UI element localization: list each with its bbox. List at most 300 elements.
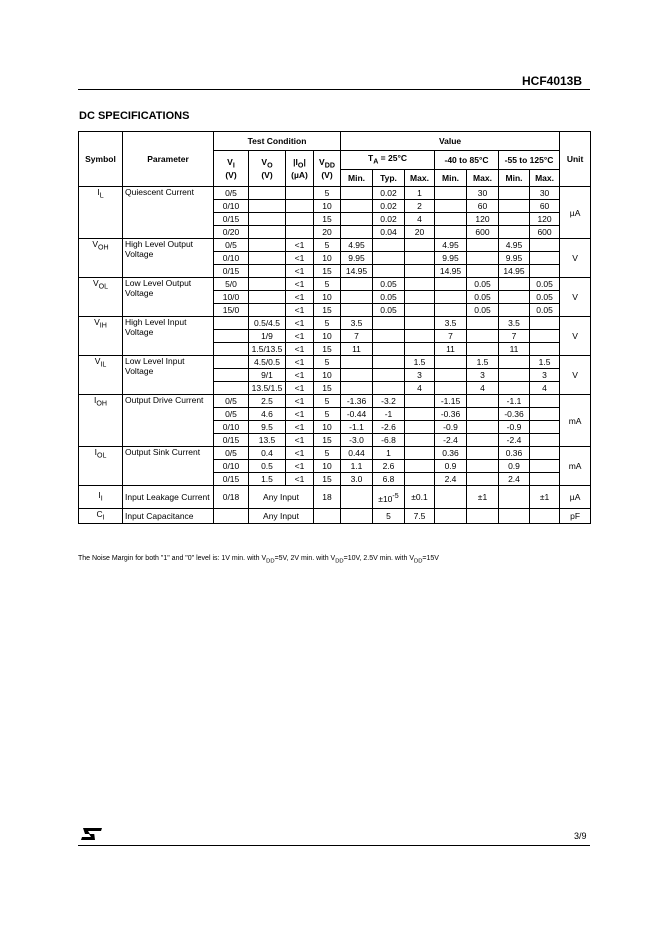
- value-cell: 11: [435, 343, 467, 356]
- value-cell: [405, 317, 435, 330]
- value-cell: <1: [286, 239, 314, 252]
- value-cell: [405, 434, 435, 447]
- value-cell: 0/10: [214, 421, 249, 434]
- value-cell: ±0.1: [405, 486, 435, 509]
- value-cell: <1: [286, 304, 314, 317]
- value-cell: 0.05: [530, 278, 560, 291]
- value-cell: [499, 486, 530, 509]
- value-cell: 20: [314, 226, 341, 239]
- value-cell: -1.15: [435, 395, 467, 408]
- table-row: [79, 187, 591, 200]
- value-cell: [341, 486, 373, 509]
- value-cell: 2.4: [499, 473, 530, 486]
- unit-cell: V: [560, 317, 591, 356]
- value-cell: 0.04: [373, 226, 405, 239]
- value-cell: [341, 213, 373, 226]
- value-cell: [467, 239, 499, 252]
- value-cell: 11: [341, 343, 373, 356]
- value-cell: [467, 473, 499, 486]
- value-cell: <1: [286, 356, 314, 369]
- value-cell: [530, 317, 560, 330]
- value-cell: [530, 408, 560, 421]
- unit-cell: V: [560, 239, 591, 278]
- value-cell: [249, 239, 286, 252]
- value-cell: 3: [467, 369, 499, 382]
- value-cell: 4.5/0.5: [249, 356, 286, 369]
- col-max: Max.: [467, 170, 499, 187]
- value-cell: 60: [467, 200, 499, 213]
- value-cell: [530, 343, 560, 356]
- value-cell: 0.36: [435, 447, 467, 460]
- value-cell: 4.6: [249, 408, 286, 421]
- value-cell: 5: [314, 395, 341, 408]
- value-cell: [435, 356, 467, 369]
- value-cell: -0.9: [499, 421, 530, 434]
- value-cell: -1.36: [341, 395, 373, 408]
- value-cell: 9.95: [435, 252, 467, 265]
- col-max: Max.: [405, 170, 435, 187]
- value-cell: [214, 382, 249, 395]
- value-cell: 4.95: [435, 239, 467, 252]
- value-cell: [530, 239, 560, 252]
- value-cell: [530, 447, 560, 460]
- value-cell: 4.95: [499, 239, 530, 252]
- value-cell: 5: [314, 356, 341, 369]
- value-cell: 10: [314, 291, 341, 304]
- value-cell: [286, 200, 314, 213]
- value-cell: -0.9: [435, 421, 467, 434]
- value-cell: 0.4: [249, 447, 286, 460]
- value-cell: 20: [405, 226, 435, 239]
- value-cell: [530, 395, 560, 408]
- value-cell: [405, 447, 435, 460]
- value-cell: 0/5: [214, 239, 249, 252]
- value-cell: 15: [314, 265, 341, 278]
- value-cell: [214, 369, 249, 382]
- value-cell: [467, 317, 499, 330]
- table-body: [79, 187, 591, 486]
- col-vdd: $V_{DD}$ (V): [314, 151, 341, 187]
- table-row: [79, 239, 591, 252]
- value-cell: [373, 317, 405, 330]
- unit-cell: V: [560, 356, 591, 395]
- symbol-cell: $I_I$: [79, 486, 123, 509]
- parameter-cell: Quiescent Current: [123, 187, 214, 239]
- table-row: [79, 486, 591, 509]
- value-cell: [467, 343, 499, 356]
- value-cell: <1: [286, 291, 314, 304]
- col-range-85: -40 to 85°C: [435, 151, 499, 170]
- value-cell: [435, 382, 467, 395]
- value-cell: -2.4: [435, 434, 467, 447]
- value-cell: 4.95: [341, 239, 373, 252]
- col-max: Max.: [530, 170, 560, 187]
- table-row: [79, 447, 591, 460]
- value-cell: 3.5: [499, 317, 530, 330]
- value-cell: [214, 509, 249, 524]
- value-cell: 1.5: [405, 356, 435, 369]
- table-body-tail: [79, 486, 591, 524]
- value-cell: 30: [530, 187, 560, 200]
- value-cell: 15: [314, 213, 341, 226]
- value-cell: 6.8: [373, 473, 405, 486]
- value-cell: 0/10: [214, 200, 249, 213]
- value-cell: [405, 239, 435, 252]
- value-cell: 0.36: [499, 447, 530, 460]
- value-cell: -0.36: [499, 408, 530, 421]
- symbol-cell: $I_{OH}$: [79, 395, 123, 447]
- value-cell: <1: [286, 434, 314, 447]
- value-cell: [435, 509, 467, 524]
- value-cell: 5: [314, 239, 341, 252]
- value-cell: 600: [467, 226, 499, 239]
- unit-cell: V: [560, 278, 591, 317]
- value-cell: 5: [314, 187, 341, 200]
- value-cell: [249, 213, 286, 226]
- value-cell: 0/10: [214, 460, 249, 473]
- value-cell: [499, 187, 530, 200]
- value-cell: [214, 343, 249, 356]
- value-cell: <1: [286, 447, 314, 460]
- value-cell: 600: [530, 226, 560, 239]
- value-cell: [435, 213, 467, 226]
- value-cell: [341, 356, 373, 369]
- value-cell: [405, 265, 435, 278]
- header-rule: [78, 89, 590, 90]
- value-cell: <1: [286, 343, 314, 356]
- value-cell: [530, 265, 560, 278]
- value-cell: 1: [373, 447, 405, 460]
- value-cell: 3.0: [341, 473, 373, 486]
- value-cell: 4: [405, 213, 435, 226]
- value-cell: -0.36: [435, 408, 467, 421]
- value-cell: [249, 304, 286, 317]
- value-cell: 2.6: [373, 460, 405, 473]
- value-cell: 10: [314, 200, 341, 213]
- value-cell: [499, 291, 530, 304]
- value-cell: 18: [314, 486, 341, 509]
- col-symbol: Symbol: [79, 132, 123, 187]
- value-cell: [499, 356, 530, 369]
- col-io: $|I_O|$ (µA): [286, 151, 314, 187]
- value-cell: 0.05: [373, 291, 405, 304]
- value-cell: [499, 226, 530, 239]
- value-cell: <1: [286, 252, 314, 265]
- value-cell: [435, 369, 467, 382]
- value-cell: [435, 187, 467, 200]
- value-cell: [405, 460, 435, 473]
- value-cell: 1.5/13.5: [249, 343, 286, 356]
- value-cell: [341, 291, 373, 304]
- parameter-cell: High Level Output Voltage: [123, 239, 214, 278]
- value-cell: 5: [373, 509, 405, 524]
- value-cell: [249, 291, 286, 304]
- value-cell: [249, 265, 286, 278]
- parameter-cell: Low Level Output Voltage: [123, 278, 214, 317]
- value-cell: 0.02: [373, 187, 405, 200]
- value-cell: 7: [499, 330, 530, 343]
- value-cell: 5: [314, 408, 341, 421]
- symbol-cell: $V_{OL}$: [79, 278, 123, 317]
- value-cell: 4: [530, 382, 560, 395]
- value-cell: 3.5: [435, 317, 467, 330]
- value-cell: [499, 213, 530, 226]
- value-cell: [373, 356, 405, 369]
- unit-cell: µA: [560, 486, 591, 509]
- value-cell: [341, 226, 373, 239]
- value-cell: 9.95: [499, 252, 530, 265]
- value-cell: [435, 291, 467, 304]
- value-cell: [286, 226, 314, 239]
- value-cell: 0.9: [435, 460, 467, 473]
- section-title: DC SPECIFICATIONS: [79, 110, 190, 122]
- value-cell: <1: [286, 421, 314, 434]
- value-cell: [405, 421, 435, 434]
- value-cell: [467, 408, 499, 421]
- value-cell: 14.95: [499, 265, 530, 278]
- value-cell: 4: [405, 382, 435, 395]
- value-cell: 10: [314, 421, 341, 434]
- value-cell: 30: [467, 187, 499, 200]
- value-cell: 7: [341, 330, 373, 343]
- parameter-cell: Low Level Input Voltage: [123, 356, 214, 395]
- value-cell: 0/15: [214, 265, 249, 278]
- value-cell: 0.02: [373, 200, 405, 213]
- value-cell: 0/10: [214, 252, 249, 265]
- value-cell: [435, 304, 467, 317]
- table-row: [79, 278, 591, 291]
- value-cell: 3.5: [341, 317, 373, 330]
- part-number: HCF4013B: [522, 74, 583, 88]
- table-row: [79, 509, 591, 524]
- dc-spec-table: [78, 131, 591, 524]
- col-test-condition: Test Condition: [214, 132, 341, 151]
- value-cell: [286, 213, 314, 226]
- value-cell: 0/5: [214, 395, 249, 408]
- value-cell: Any Input: [249, 486, 314, 509]
- value-cell: [530, 434, 560, 447]
- symbol-cell: $V_{IH}$: [79, 317, 123, 356]
- value-cell: 10: [314, 460, 341, 473]
- value-cell: -0.44: [341, 408, 373, 421]
- col-range-125: -55 to 125°C: [499, 151, 560, 170]
- value-cell: 11: [499, 343, 530, 356]
- unit-cell: mA: [560, 447, 591, 486]
- value-cell: [467, 330, 499, 343]
- value-cell: -1.1: [499, 395, 530, 408]
- value-cell: [435, 226, 467, 239]
- value-cell: [405, 252, 435, 265]
- value-cell: 13.5: [249, 434, 286, 447]
- value-cell: ±1: [467, 486, 499, 509]
- value-cell: -3.0: [341, 434, 373, 447]
- value-cell: -1.1: [341, 421, 373, 434]
- value-cell: 1/9: [249, 330, 286, 343]
- value-cell: 5: [314, 447, 341, 460]
- parameter-cell: Output Drive Current: [123, 395, 214, 447]
- value-cell: [467, 460, 499, 473]
- value-cell: [499, 509, 530, 524]
- value-cell: 1.5: [467, 356, 499, 369]
- value-cell: 1.1: [341, 460, 373, 473]
- value-cell: 0/5: [214, 447, 249, 460]
- value-cell: 0/15: [214, 213, 249, 226]
- value-cell: 0.02: [373, 213, 405, 226]
- value-cell: [530, 473, 560, 486]
- value-cell: [405, 473, 435, 486]
- value-cell: 15: [314, 434, 341, 447]
- value-cell: -2.6: [373, 421, 405, 434]
- value-cell: <1: [286, 317, 314, 330]
- symbol-cell: $I_L$: [79, 187, 123, 239]
- parameter-cell: Output Sink Current: [123, 447, 214, 486]
- value-cell: 0/5: [214, 408, 249, 421]
- value-cell: [467, 509, 499, 524]
- value-cell: 120: [467, 213, 499, 226]
- value-cell: 5: [314, 317, 341, 330]
- value-cell: [405, 408, 435, 421]
- symbol-cell: $V_{OH}$: [79, 239, 123, 278]
- value-cell: [341, 382, 373, 395]
- value-cell: [405, 278, 435, 291]
- value-cell: 9/1: [249, 369, 286, 382]
- value-cell: [435, 200, 467, 213]
- value-cell: [435, 278, 467, 291]
- value-cell: $\pm 10^{-5}$: [373, 486, 405, 509]
- value-cell: -3.2: [373, 395, 405, 408]
- value-cell: [530, 421, 560, 434]
- value-cell: 10/0: [214, 291, 249, 304]
- table-head: [79, 132, 591, 187]
- value-cell: 0.5/4.5: [249, 317, 286, 330]
- value-cell: 1.5: [530, 356, 560, 369]
- value-cell: 5: [314, 278, 341, 291]
- value-cell: [373, 330, 405, 343]
- value-cell: [214, 330, 249, 343]
- parameter-cell: High Level Input Voltage: [123, 317, 214, 356]
- value-cell: 1: [405, 187, 435, 200]
- value-cell: [373, 369, 405, 382]
- value-cell: 0.9: [499, 460, 530, 473]
- value-cell: 0/15: [214, 434, 249, 447]
- unit-cell: mA: [560, 395, 591, 447]
- value-cell: 3: [530, 369, 560, 382]
- value-cell: [467, 447, 499, 460]
- symbol-cell: $V_{IL}$: [79, 356, 123, 395]
- value-cell: [467, 434, 499, 447]
- value-cell: 0.05: [467, 278, 499, 291]
- value-cell: <1: [286, 330, 314, 343]
- st-logo: [80, 826, 104, 847]
- value-cell: [530, 330, 560, 343]
- value-cell: [286, 187, 314, 200]
- value-cell: 3: [405, 369, 435, 382]
- col-parameter: Parameter: [123, 132, 214, 187]
- col-min: Min.: [341, 170, 373, 187]
- value-cell: [341, 187, 373, 200]
- value-cell: 0/15: [214, 473, 249, 486]
- value-cell: 5/0: [214, 278, 249, 291]
- value-cell: 2: [405, 200, 435, 213]
- value-cell: [214, 317, 249, 330]
- parameter-cell: Input Capacitance: [123, 509, 214, 524]
- value-cell: 60: [530, 200, 560, 213]
- value-cell: [499, 278, 530, 291]
- value-cell: [214, 356, 249, 369]
- value-cell: [405, 304, 435, 317]
- table-row: [79, 356, 591, 369]
- value-cell: 13.5/1.5: [249, 382, 286, 395]
- value-cell: 10: [314, 369, 341, 382]
- value-cell: 0.05: [373, 278, 405, 291]
- value-cell: 0.05: [530, 304, 560, 317]
- value-cell: [405, 330, 435, 343]
- value-cell: -1: [373, 408, 405, 421]
- value-cell: [435, 486, 467, 509]
- value-cell: 15: [314, 473, 341, 486]
- value-cell: [405, 395, 435, 408]
- value-cell: [249, 226, 286, 239]
- table-row: [79, 395, 591, 408]
- value-cell: [249, 278, 286, 291]
- value-cell: [499, 382, 530, 395]
- value-cell: 15/0: [214, 304, 249, 317]
- value-cell: 0.05: [467, 291, 499, 304]
- value-cell: <1: [286, 395, 314, 408]
- value-cell: [314, 509, 341, 524]
- value-cell: 1.5: [249, 473, 286, 486]
- value-cell: [499, 369, 530, 382]
- value-cell: [373, 265, 405, 278]
- value-cell: 7: [435, 330, 467, 343]
- parameter-cell: Input Leakage Current: [123, 486, 214, 509]
- symbol-cell: $I_{OL}$: [79, 447, 123, 486]
- footnote: The Noise Margin for both "1" and "0" level is: 1V min. with $V_{DD}=5V$, 2V min. with $V_{DD}=10V$, 2.5V min. with $V_{DD}=15V$: [78, 555, 439, 565]
- value-cell: -2.4: [499, 434, 530, 447]
- col-typ: Typ.: [373, 170, 405, 187]
- value-cell: 14.95: [435, 265, 467, 278]
- value-cell: 9.5: [249, 421, 286, 434]
- symbol-cell: $C_I$: [79, 509, 123, 524]
- value-cell: 0.05: [373, 304, 405, 317]
- value-cell: [373, 343, 405, 356]
- value-cell: <1: [286, 460, 314, 473]
- value-cell: 0.05: [530, 291, 560, 304]
- value-cell: [341, 369, 373, 382]
- value-cell: 0.44: [341, 447, 373, 460]
- value-cell: 10: [314, 252, 341, 265]
- value-cell: 0/5: [214, 187, 249, 200]
- value-cell: 0/18: [214, 486, 249, 509]
- value-cell: 15: [314, 343, 341, 356]
- value-cell: [249, 200, 286, 213]
- value-cell: [467, 421, 499, 434]
- value-cell: [499, 200, 530, 213]
- table-row: [79, 317, 591, 330]
- footer-rule: [78, 845, 590, 846]
- value-cell: [405, 291, 435, 304]
- value-cell: 2.5: [249, 395, 286, 408]
- value-cell: 0/20: [214, 226, 249, 239]
- value-cell: 4: [467, 382, 499, 395]
- value-cell: [530, 252, 560, 265]
- col-vo: $V_O$ (V): [249, 151, 286, 187]
- value-cell: [373, 239, 405, 252]
- value-cell: [341, 509, 373, 524]
- value-cell: [530, 509, 560, 524]
- value-cell: 15: [314, 382, 341, 395]
- value-cell: [467, 265, 499, 278]
